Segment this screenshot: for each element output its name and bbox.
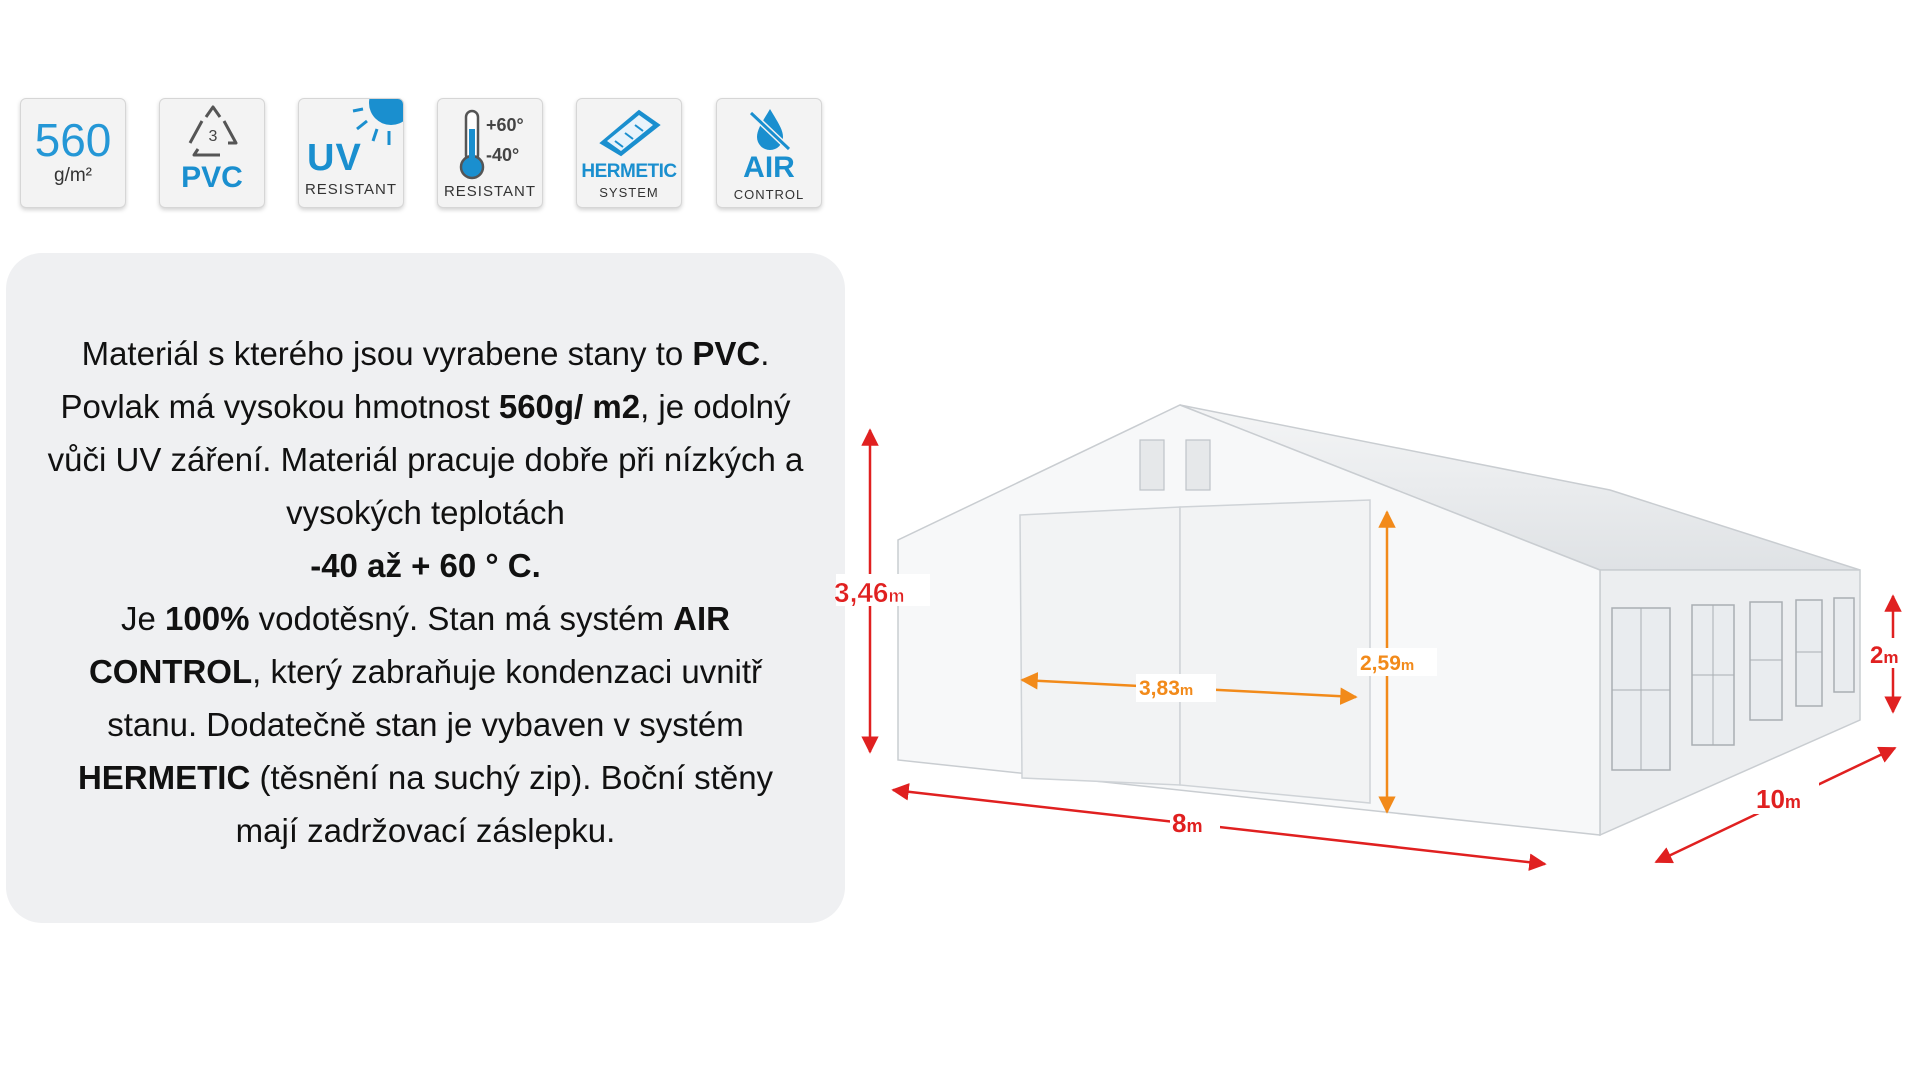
description-text bbox=[46, 327, 805, 857]
desc-text-2: . Povlak má vysokou hmotnost bbox=[60, 335, 770, 425]
weight-badge bbox=[20, 98, 126, 208]
desc-temp-range: -40 až + 60 ° C. bbox=[310, 547, 541, 584]
hermetic-badge bbox=[576, 98, 682, 208]
temp-sub-label: RESISTANT bbox=[443, 183, 537, 200]
width-label: 8m bbox=[1172, 808, 1203, 838]
uv-sub-label: RESISTANT bbox=[304, 181, 398, 198]
uv-label: UV bbox=[307, 137, 362, 179]
desc-text-5: vodotěsný. Stan má systém bbox=[249, 600, 674, 637]
hermetic-sub-label: SYSTEM bbox=[599, 185, 659, 200]
air-label: AIR bbox=[743, 151, 795, 184]
hermetic-label: HERMETIC bbox=[581, 161, 677, 182]
recycle-icon bbox=[160, 103, 265, 167]
tent-door bbox=[1020, 500, 1370, 803]
feature-badges bbox=[20, 98, 828, 210]
desc-weight: 560g/ m2 bbox=[498, 388, 641, 425]
uv-badge bbox=[298, 98, 404, 208]
pvc-badge bbox=[159, 98, 265, 208]
desc-text-7: (těsnění na suchý zip). Boční stěny mají zadržovací záslepku. bbox=[235, 759, 774, 849]
temp-high: +60° bbox=[486, 115, 524, 135]
desc-pvc: PVC bbox=[692, 335, 761, 372]
tent-side-windows bbox=[1612, 598, 1854, 770]
temp-low: -40° bbox=[486, 145, 520, 165]
desc-text-1: Materiál s kterého jsou vyrabene stany to bbox=[81, 335, 693, 372]
desc-air-control: AIR CONTROL bbox=[88, 600, 730, 690]
weight-value: 560 bbox=[34, 114, 112, 166]
height-total-label: 3,46m bbox=[834, 577, 905, 608]
door-width-label: 3,83m bbox=[1139, 677, 1194, 700]
pvc-label: PVC bbox=[181, 161, 243, 194]
length-label: 10m bbox=[1756, 784, 1801, 814]
weight-unit: g/m² bbox=[54, 165, 92, 186]
desc-hermetic: HERMETIC bbox=[77, 759, 251, 796]
side-height-label: 2m bbox=[1870, 642, 1899, 669]
zipper-icon bbox=[595, 105, 665, 161]
desc-text-4: Je bbox=[121, 600, 166, 637]
recycle-number: 3 bbox=[208, 128, 218, 145]
air-control-badge bbox=[716, 98, 822, 208]
desc-text-6: , který zabraňuje kondenzaci uvnitř stanu. Dodatečně stan je vybaven v systém bbox=[107, 653, 763, 743]
temperature-badge bbox=[437, 98, 543, 208]
door-height-label: 2,59m bbox=[1360, 652, 1415, 675]
no-drop-icon bbox=[745, 105, 795, 153]
desc-text-3: , je odolný vůči UV záření. Materiál pracuje dobře při nízkých a vysokých teplotách bbox=[47, 388, 804, 531]
description-panel bbox=[6, 253, 845, 923]
air-sub-label: CONTROL bbox=[733, 187, 805, 202]
desc-percent: 100% bbox=[165, 600, 250, 637]
tent-illustration bbox=[820, 380, 1920, 900]
